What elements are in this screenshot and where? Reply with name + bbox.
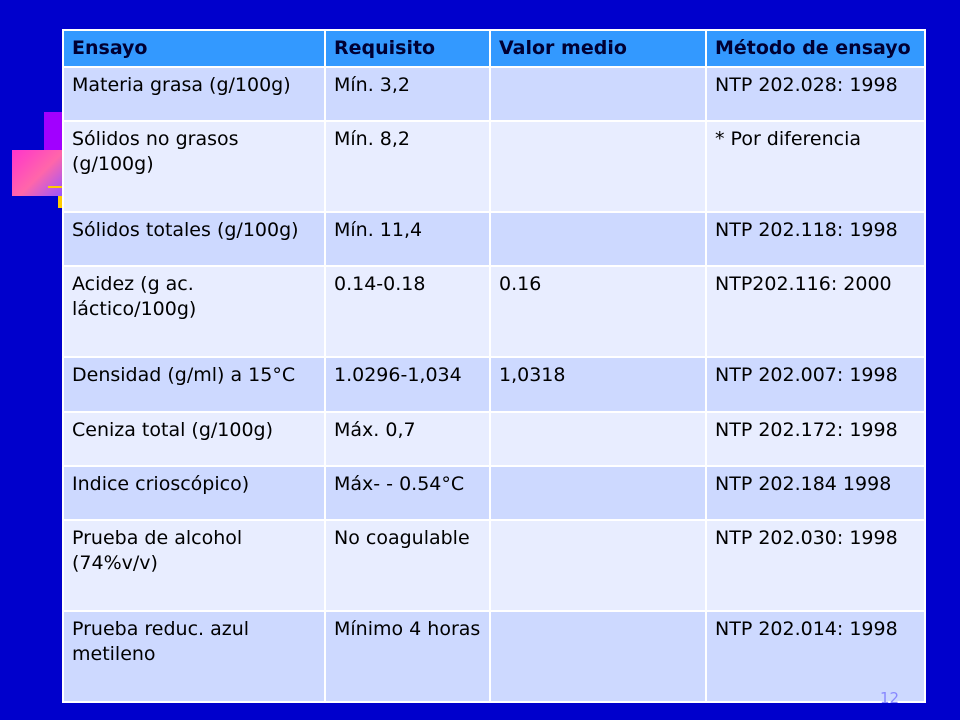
cell-ensayo: Sólidos no grasos (g/100g) <box>63 121 325 212</box>
cell-ensayo: Prueba de alcohol (74%v/v) <box>63 520 325 611</box>
table-row <box>63 67 925 121</box>
cell-requisito: Mín. 11,4 <box>325 212 490 266</box>
cell-requisito: Mín. 3,2 <box>325 67 490 121</box>
slide-page-number: 12 <box>880 689 900 707</box>
cell-metodo: * Por diferencia <box>706 121 925 212</box>
header-ensayo: Ensayo <box>63 30 325 67</box>
cell-metodo: NTP202.116: 2000 <box>706 266 925 357</box>
table-row <box>63 266 925 357</box>
cell-ensayo: Sólidos totales (g/100g) <box>63 212 325 266</box>
cell-metodo: NTP 202.030: 1998 <box>706 520 925 611</box>
cell-ensayo: Prueba reduc. azul metileno <box>63 611 325 702</box>
cell-ensayo: Materia grasa (g/100g) <box>63 67 325 121</box>
cell-valor-medio <box>490 520 706 611</box>
decorative-line-yellow <box>48 186 62 188</box>
table-row <box>63 466 925 520</box>
cell-valor-medio <box>490 212 706 266</box>
cell-ensayo: Ceniza total (g/100g) <box>63 412 325 466</box>
cell-valor-medio: 0.16 <box>490 266 706 357</box>
cell-requisito: Máx- - 0.54°C <box>325 466 490 520</box>
table-row <box>63 212 925 266</box>
cell-requisito: Mínimo 4 horas <box>325 611 490 702</box>
table-row <box>63 357 925 411</box>
table-row <box>63 611 925 702</box>
cell-valor-medio <box>490 67 706 121</box>
table-header-row <box>63 30 925 67</box>
table-row <box>63 520 925 611</box>
cell-requisito: 1.0296-1,034 <box>325 357 490 411</box>
decorative-square-pink <box>12 150 62 196</box>
cell-metodo: NTP 202.014: 1998 <box>706 611 925 702</box>
cell-valor-medio: 1,0318 <box>490 357 706 411</box>
cell-metodo: NTP 202.118: 1998 <box>706 212 925 266</box>
cell-ensayo: Indice crioscópico) <box>63 466 325 520</box>
cell-requisito: Máx. 0,7 <box>325 412 490 466</box>
cell-metodo: NTP 202.007: 1998 <box>706 357 925 411</box>
table-row <box>63 412 925 466</box>
cell-metodo: NTP 202.028: 1998 <box>706 67 925 121</box>
cell-requisito: Mín. 8,2 <box>325 121 490 212</box>
cell-valor-medio <box>490 412 706 466</box>
header-valor-medio: Valor medio <box>490 30 706 67</box>
header-requisito: Requisito <box>325 30 490 67</box>
cell-metodo: NTP 202.184 1998 <box>706 466 925 520</box>
cell-ensayo: Acidez (g ac. láctico/100g) <box>63 266 325 357</box>
milk-requirements-table <box>62 29 926 703</box>
cell-valor-medio <box>490 611 706 702</box>
header-metodo-de-ensayo: Método de ensayo <box>706 30 925 67</box>
cell-valor-medio <box>490 466 706 520</box>
cell-ensayo: Densidad (g/ml) a 15°C <box>63 357 325 411</box>
cell-requisito: 0.14-0.18 <box>325 266 490 357</box>
cell-metodo: NTP 202.172: 1998 <box>706 412 925 466</box>
table-row <box>63 121 925 212</box>
cell-valor-medio <box>490 121 706 212</box>
cell-requisito: No coagulable <box>325 520 490 611</box>
